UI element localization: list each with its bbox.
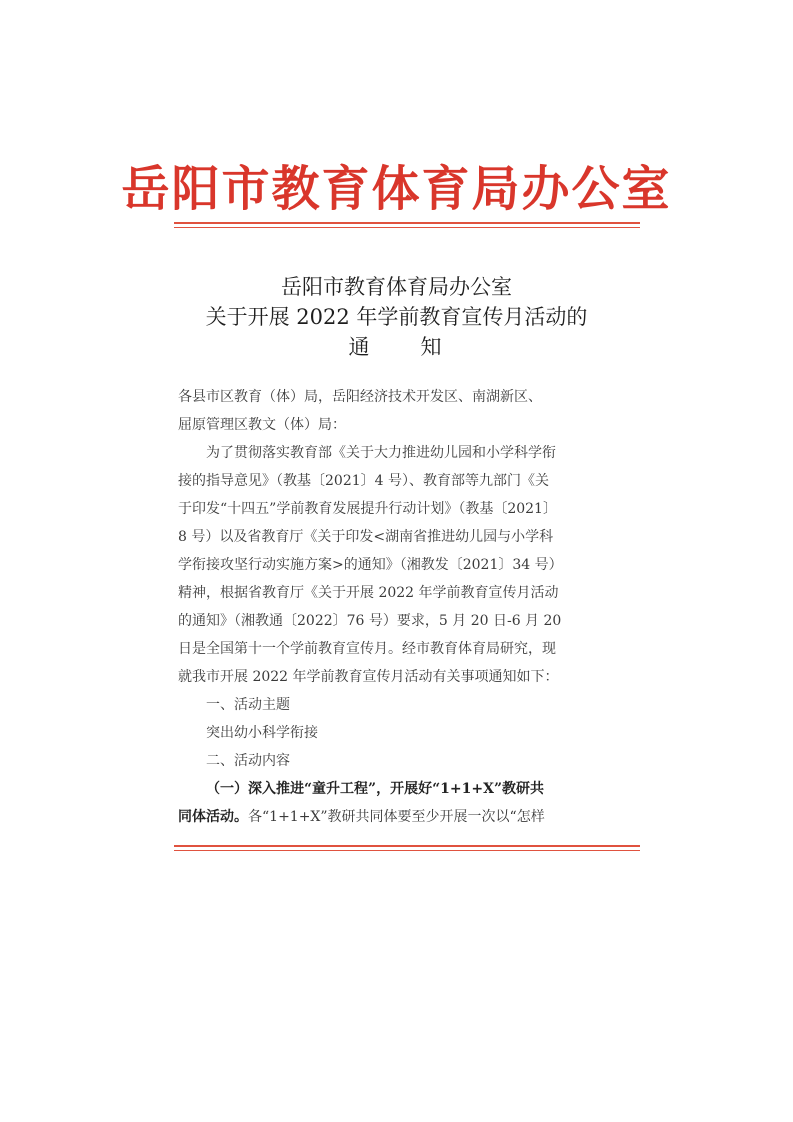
- doc-title-line3: [0, 331, 793, 361]
- body-line: 为了贯彻落实教育部《关于大力推进幼儿园和小学科学衔: [206, 445, 556, 461]
- body-line: 接的指导意见》（教基〔2021〕4 号）、教育部等九部门《关: [178, 473, 549, 489]
- footer-red-rule: [174, 845, 640, 847]
- section-heading-theme: 一、活动主题: [206, 697, 290, 713]
- body-text-tail: 各“1+1+X”教研共同体要至少开展一次以“怎样: [248, 809, 545, 825]
- agency-header: 岳阳市教育体育局办公室: [121, 161, 672, 217]
- theme-text: 突出幼小科学衔接: [206, 725, 318, 741]
- body-line: 日是全国第十一个学前教育宣传月。经市教育体育局研究，现: [178, 641, 556, 657]
- body-line: 于印发“十四五”学前教育发展提升行动计划》（教基〔2021〕: [178, 501, 557, 517]
- body-line: 8 号）以及省教育厅《关于印发<湖南省推进幼儿园与小学科: [178, 529, 554, 545]
- footer-red-rule-thin: [174, 850, 640, 851]
- body-line: 学衔接攻坚行动实施方案>的通知》（湘教发〔2021〕34 号）: [178, 557, 563, 573]
- subsection-heading-tail: 同体活动。: [178, 809, 248, 825]
- recipient-line-1: 各县市区教育（体）局，岳阳经济技术开发区、南湖新区、: [178, 389, 542, 405]
- subsection-heading: （一）深入推进“童升工程”，开展好“1+1+X”教研共: [206, 781, 545, 797]
- doc-title-line1: 岳阳市教育体育局办公室: [281, 275, 512, 299]
- header-red-rule: [174, 222, 640, 224]
- body-line: 精神，根据省教育厅《关于开展 2022 年学前教育宣传月活动: [178, 585, 559, 601]
- doc-title-char-zhi: 知: [420, 335, 445, 359]
- body-line: 就我市开展 2022 年学前教育宣传月活动有关事项通知如下：: [178, 669, 559, 685]
- doc-title-char-tong: 通: [348, 335, 373, 359]
- body-line-last: [178, 806, 545, 826]
- recipient-line-2: 屈原管理区教文（体）局：: [178, 417, 346, 433]
- doc-title-line2: 关于开展 2022 年学前教育宣传月活动的: [205, 305, 588, 329]
- section-heading-content: 二、活动内容: [206, 753, 290, 769]
- body-line: 的通知》（湘教通〔2022〕76 号）要求，5 月 20 日-6 月 20: [178, 613, 562, 629]
- header-red-rule-thin: [174, 227, 640, 228]
